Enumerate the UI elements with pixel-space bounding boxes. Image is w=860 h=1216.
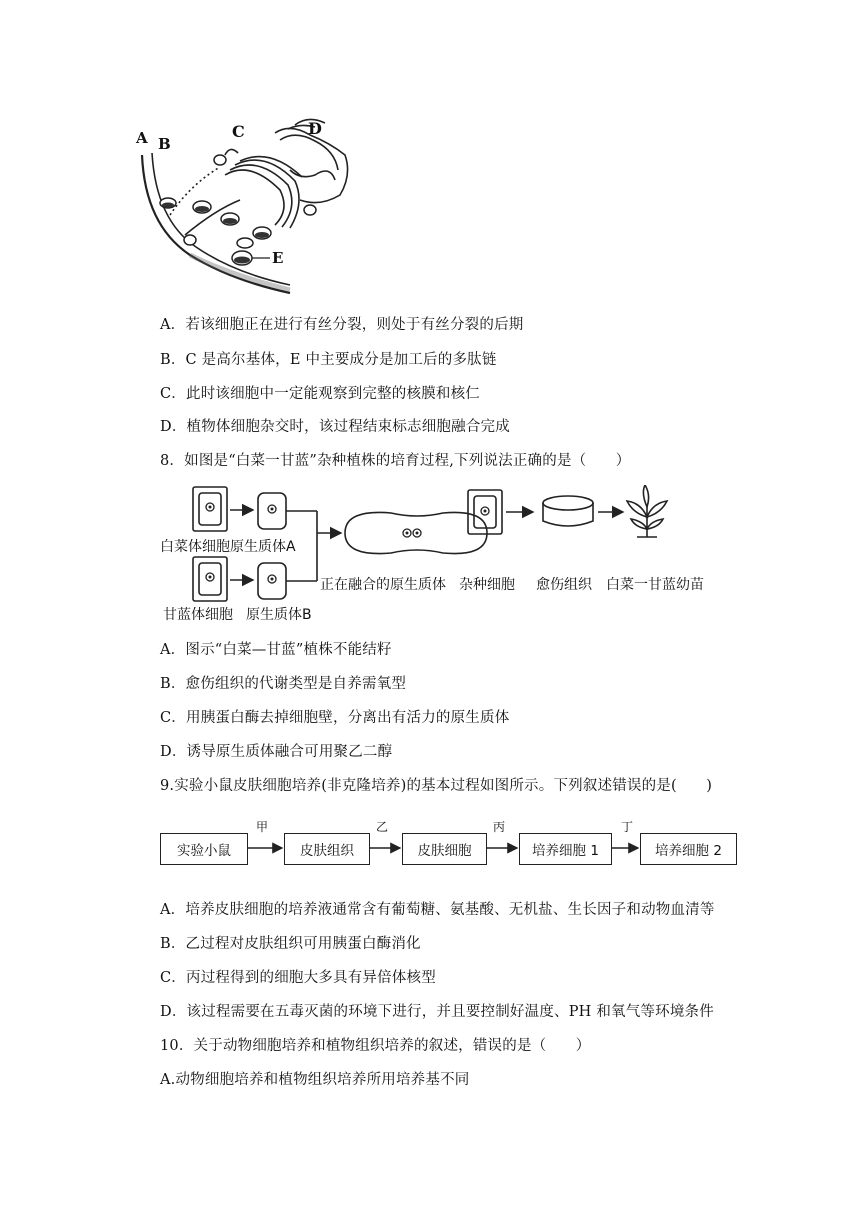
label-callus: 愈伤组织: [536, 577, 592, 593]
q8-option-b: B．愈伤组织的代谢类型是自养需氧型: [160, 676, 407, 692]
figure-cell-organelles: [130, 115, 360, 300]
q7-option-a: A．若该细胞正在进行有丝分裂，则处于有丝分裂的后期: [160, 317, 524, 333]
label-kale-cell: 甘蓝体细胞: [163, 607, 233, 623]
seedling-icon: [627, 485, 667, 537]
step-label-bing: 丙: [493, 820, 506, 834]
flow-box-skin-cells: 皮肤细胞: [402, 833, 487, 865]
label-c: C: [232, 122, 245, 141]
q10-stem: 10．关于动物细胞培养和植物组织培养的叙述，错误的是（ ）: [160, 1038, 591, 1054]
q9-option-c: C．丙过程得到的细胞大多具有异倍体核型: [160, 970, 436, 986]
q8-option-a: A．图示“白菜—甘蓝”植株不能结籽: [160, 642, 392, 658]
label-cabbage-cell: 白菜体细胞: [160, 539, 230, 555]
q7-option-d: D．植物体细胞杂交时，该过程结束标志细胞融合完成: [160, 419, 510, 435]
q8-stem: 8．如图是“白菜一甘蓝”杂种植株的培育过程,下列说法正确的是（ ）: [160, 453, 631, 469]
q9-option-b: B．乙过程对皮肤组织可用胰蛋白酶消化: [160, 936, 421, 952]
label-protoplast-b: 原生质体B: [246, 607, 312, 623]
q9-stem: 9.实验小鼠皮肤细胞培养(非克隆培养)的基本过程如图所示。下列叙述错误的是( ): [160, 778, 713, 794]
q9-option-a: A．培养皮肤细胞的培养液通常含有葡萄糖、氨基酸、无机盐、生长因子和动物血清等: [160, 902, 715, 918]
flow-box-mouse: 实验小鼠: [160, 833, 248, 865]
q9-flow-diagram: [160, 818, 740, 868]
flow-box-cultured-2: 培养细胞 2: [640, 833, 737, 865]
q8-option-d: D．诱导原生质体融合可用聚乙二醇: [160, 744, 393, 760]
callus-icon: [543, 496, 593, 510]
step-label-jia: 甲: [256, 820, 269, 834]
step-label-ding: 丁: [621, 820, 634, 834]
label-seedling: 白菜一甘蓝幼苗: [606, 577, 704, 593]
flow-box-cultured-1: 培养细胞 1: [519, 833, 612, 865]
q8-option-c: C．用胰蛋白酶去掉细胞壁，分离出有活力的原生质体: [160, 710, 510, 726]
label-fusing-protoplast: 正在融合的原生质体: [320, 577, 446, 593]
step-label-yi: 乙: [376, 820, 389, 834]
label-hybrid-cell: 杂种细胞: [459, 577, 515, 593]
label-e: E: [272, 249, 284, 267]
q7-option-b: B．C 是高尔基体，E 中主要成分是加工后的多肽链: [160, 352, 497, 368]
label-b: B: [158, 135, 171, 153]
flow-box-skin-tissue: 皮肤组织: [284, 833, 370, 865]
q8-figure: [155, 485, 715, 623]
label-a: A: [136, 129, 148, 147]
label-protoplast-a: 原生质体A: [230, 539, 296, 555]
q9-option-d: D．该过程需要在五毒灭菌的环境下进行，并且要控制好温度、PH 和氧气等环境条件: [160, 1004, 714, 1020]
label-d: D: [308, 119, 322, 138]
q10-option-a: A.动物细胞培养和植物组织培养所用培养基不同: [160, 1072, 470, 1088]
q7-option-c: C．此时该细胞中一定能观察到完整的核膜和核仁: [160, 386, 480, 402]
